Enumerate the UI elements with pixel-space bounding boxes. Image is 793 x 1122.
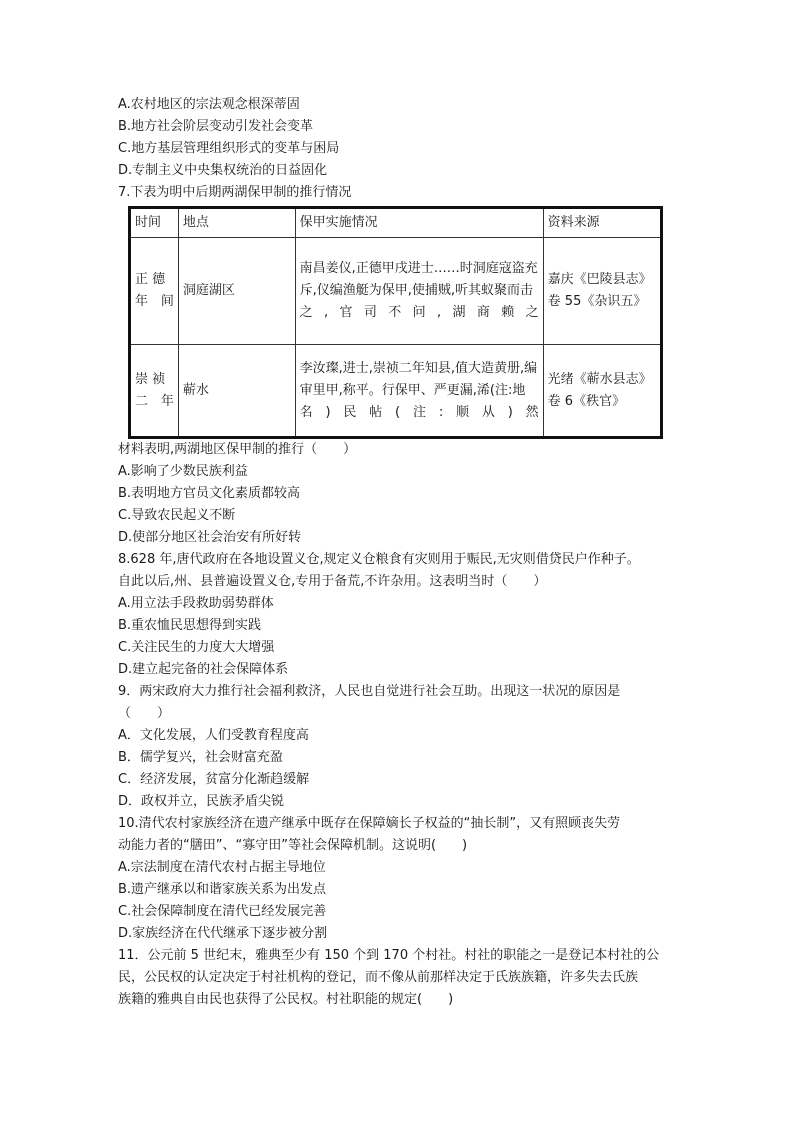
- q7-row2-place: 蕲水: [178, 345, 295, 438]
- q7-table-header-row: [130, 208, 662, 238]
- table-row: [130, 238, 662, 345]
- q7-header-place: 地点: [178, 208, 295, 238]
- q8-stem-line2: 自此以后,州、县普遍设置义仓,专用于备荒,不许杂用。这表明当时（ ）: [118, 574, 547, 589]
- exam-content: [118, 94, 678, 1011]
- q9-stem-line2: （ ）: [118, 706, 171, 721]
- q6-option-a: A.农村地区的宗法观念根深蒂固: [118, 97, 300, 112]
- q11-stem-line1: 11．公元前 5 世纪末，雅典至少有 150 个到 170 个村社。村社的职能之一是登记本村社的公: [118, 948, 660, 963]
- q9-option-b: B．儒学复兴，社会财富充盈: [118, 750, 283, 765]
- q8-stem-line1: 8.628 年,唐代政府在各地设置义仓,规定义仓粮食有灾则用于赈民,无灾则借贷民户作种子。: [118, 552, 640, 567]
- q7-header-time: 时间: [130, 208, 179, 238]
- q8-option-d: D.建立起完备的社会保障体系: [118, 662, 289, 677]
- q7-option-d: D.使部分地区社会治安有所好转: [118, 530, 302, 545]
- q10-option-a: A.宗法制度在清代农村占据主导地位: [118, 860, 326, 875]
- q7-row1-detail: 南昌姜仪,正德甲戌进士……时洞庭寇盗充斥,仪编渔艇为保甲,使捕贼,听其蚁聚而击之,官司不问,湖商赖之: [295, 238, 543, 345]
- q7-row1-time: 正 德 年间: [130, 238, 179, 345]
- q9-stem-line1: 9．两宋政府大力推行社会福利救济，人民也自觉进行社会互助。出现这一状况的原因是: [118, 684, 621, 699]
- q7-row1-source: 嘉庆《巴陵县志》卷 55《杂识五》: [543, 238, 661, 345]
- q6-option-c: C.地方基层管理组织形式的变革与困局: [118, 141, 340, 156]
- q7-row2-source: 光绪《蕲水县志》卷 6《秩官》: [543, 345, 661, 438]
- q11-stem-line3: 族籍的雅典自由民也获得了公民权。村社职能的规定( ): [118, 992, 454, 1007]
- q7-option-c: C.导致农民起义不断: [118, 508, 236, 523]
- q10-stem-line2: 动能力者的“膳田”、“寡守田”等社会保障机制。这说明( ): [118, 838, 468, 853]
- q6-option-d: D.专制主义中央集权统治的日益固化: [118, 163, 328, 178]
- q8-option-c: C.关注民生的力度大大增强: [118, 640, 275, 655]
- q7-stem: 材料表明,两湖地区保甲制的推行（ ）: [118, 442, 357, 457]
- q7-option-b: B.表明地方官员文化素质都较高: [118, 486, 301, 501]
- q8-option-a: A.用立法手段救助弱势群体: [118, 596, 274, 611]
- table-row: [130, 345, 662, 438]
- q7-row1-place: 洞庭湖区: [178, 238, 295, 345]
- q7-option-a: A.影响了少数民族利益: [118, 464, 248, 479]
- q9-option-d: D．政权并立，民族矛盾尖锐: [118, 794, 285, 809]
- q7-header-detail: 保甲实施情况: [295, 208, 543, 238]
- q6-option-b: B.地方社会阶层变动引发社会变革: [118, 119, 314, 134]
- q10-option-c: C.社会保障制度在清代已经发展完善: [118, 904, 327, 919]
- q10-option-d: D.家族经济在代代继承下逐步被分割: [118, 926, 328, 941]
- q7-title: 7.下表为明中后期两湖保甲制的推行情况: [118, 185, 352, 200]
- q7-row2-time: 崇 祯 二年: [130, 345, 179, 438]
- q10-stem-line1: 10.清代农村家族经济在遗产继承中既存在保障嫡长子权益的“抽长制”，又有照顾丧失劳: [118, 816, 621, 831]
- q7-row2-detail: 李汝璨,进士,崇祯二年知县,值大造黄册,编审里甲,称平。行保甲、严更漏,浠(注:地名)民帖(注:顺从)然: [295, 345, 543, 438]
- q8-option-b: B.重农恤民思想得到实践: [118, 618, 262, 633]
- q7-header-source: 资料来源: [543, 208, 661, 238]
- q9-option-a: A．文化发展，人们受教育程度高: [118, 728, 309, 743]
- q11-stem-line2: 民，公民权的认定决定于村社机构的登记，而不像从前那样决定于氏族族籍，许多失去氏族: [118, 970, 639, 985]
- q9-option-c: C．经济发展，贫富分化渐趋缓解: [118, 772, 310, 787]
- q10-option-b: B.遗产继承以和谐家族关系为出发点: [118, 882, 327, 897]
- q7-table: [128, 206, 663, 439]
